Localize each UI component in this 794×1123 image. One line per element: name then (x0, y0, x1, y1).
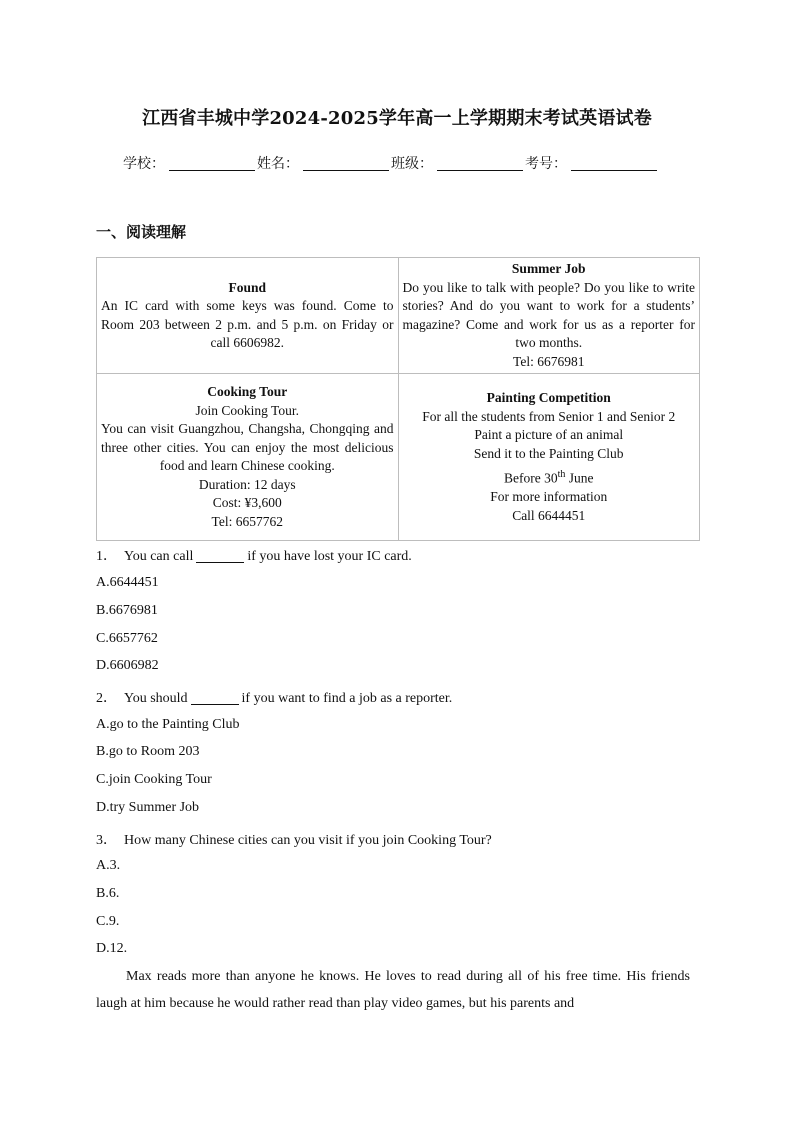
name-label: 姓名： (257, 156, 299, 172)
ad-cooking-tour-duration: Duration: 12 days (198, 476, 296, 492)
option-d[interactable]: D.6606982 (96, 658, 159, 673)
option-c[interactable]: C.6657762 (96, 631, 158, 646)
option-b[interactable]: B.6. (96, 886, 120, 901)
ad-summer-job (398, 258, 700, 374)
ad-found (97, 258, 399, 374)
question-text-pre: You should (124, 691, 188, 706)
ad-painting-competition (398, 374, 700, 541)
question-text-post: if you want to find a job as a reporter. (241, 691, 453, 706)
school-label: 学校： (123, 156, 165, 172)
option-d[interactable]: D.try Summer Job (96, 800, 200, 815)
reading-passage (96, 963, 690, 1017)
class-blank[interactable] (437, 156, 523, 171)
ad-summer-job-body: Do you like to talk with people? Do you like to write stories? And do you want to work for a students’ magazine? Come and work for us as a reporter for two months. (402, 279, 695, 350)
ad-painting-call: Call 6644451 (512, 507, 586, 523)
ad-painting-line1: For all the students from Senior 1 and Senior 2 (422, 408, 676, 424)
section-heading: 一、阅读理解 (96, 223, 187, 241)
ad-summer-job-title: Summer Job (511, 261, 586, 276)
ad-cooking-tour-title: Cooking Tour (207, 384, 288, 399)
question-text-post: if you have lost your IC card. (247, 549, 412, 564)
question-number: 1． (96, 549, 117, 564)
option-b[interactable]: B.go to Room 203 (96, 744, 200, 759)
ad-painting-more: For more information (490, 489, 608, 504)
ad-cooking-tour (97, 374, 399, 541)
ad-painting-before: Before 30 (503, 470, 558, 486)
question-3 (96, 829, 492, 849)
ad-found-body: An IC card with some keys was found. Come to Room 203 between 2 p.m. and 5 p.m. on Friday or call 6606982. (101, 298, 394, 350)
question-1 (96, 545, 412, 565)
question-number: 3． (96, 833, 117, 848)
ad-painting-line3: Send it to the Painting Club (473, 445, 624, 461)
passage-text: Max reads more than anyone he knows. He loves to read during all of his free time. His friends laugh at him because he would rather read than play video games, but his parents and (96, 969, 690, 1011)
number-label: 考号： (525, 156, 567, 172)
option-c[interactable]: C.join Cooking Tour (96, 772, 212, 787)
answer-blank[interactable] (191, 690, 239, 705)
ad-painting-deadline (403, 466, 696, 488)
ad-painting-title: Painting Competition (486, 390, 611, 405)
name-blank[interactable] (303, 156, 389, 171)
option-a[interactable]: A.6644451 (96, 575, 159, 590)
answer-blank[interactable] (196, 548, 244, 563)
ad-cooking-tour-tel: Tel: 6657762 (211, 513, 283, 529)
ad-cooking-tour-body: You can visit Guangzhou, Changsha, Chongqing and three other cities. You can enjoy the most delicious food and learn Chinese cooking. (101, 421, 394, 473)
question-number: 2． (96, 691, 117, 706)
ad-found-title: Found (228, 279, 267, 295)
option-c[interactable]: C.9. (96, 914, 120, 929)
question-text: How many Chinese cities can you visit if you join Cooking Tour? (124, 833, 492, 848)
ad-summer-job-tel: Tel: 6676981 (513, 353, 585, 369)
number-blank[interactable] (571, 156, 657, 171)
option-a[interactable]: A.go to the Painting Club (96, 717, 240, 732)
option-b[interactable]: B.6676981 (96, 603, 158, 618)
question-2 (96, 687, 452, 707)
school-blank[interactable] (169, 156, 255, 171)
question-text-pre: You can call (124, 549, 194, 564)
option-a[interactable]: A.3. (96, 858, 121, 873)
ads-table (96, 257, 700, 541)
ad-painting-sup: th (557, 469, 566, 480)
exam-title: 江西省丰城中学2024-2025学年高一上学期期末考试英语试卷 (142, 108, 652, 129)
ad-cooking-tour-cost: Cost: ¥3,600 (212, 495, 282, 510)
ad-cooking-tour-sub: Join Cooking Tour. (195, 402, 299, 418)
option-d[interactable]: D.12. (96, 941, 128, 956)
ad-painting-june: June (565, 470, 594, 486)
class-label: 班级： (391, 156, 433, 172)
ad-painting-line2: Paint a picture of an animal (474, 427, 624, 442)
student-info-line (123, 153, 659, 173)
